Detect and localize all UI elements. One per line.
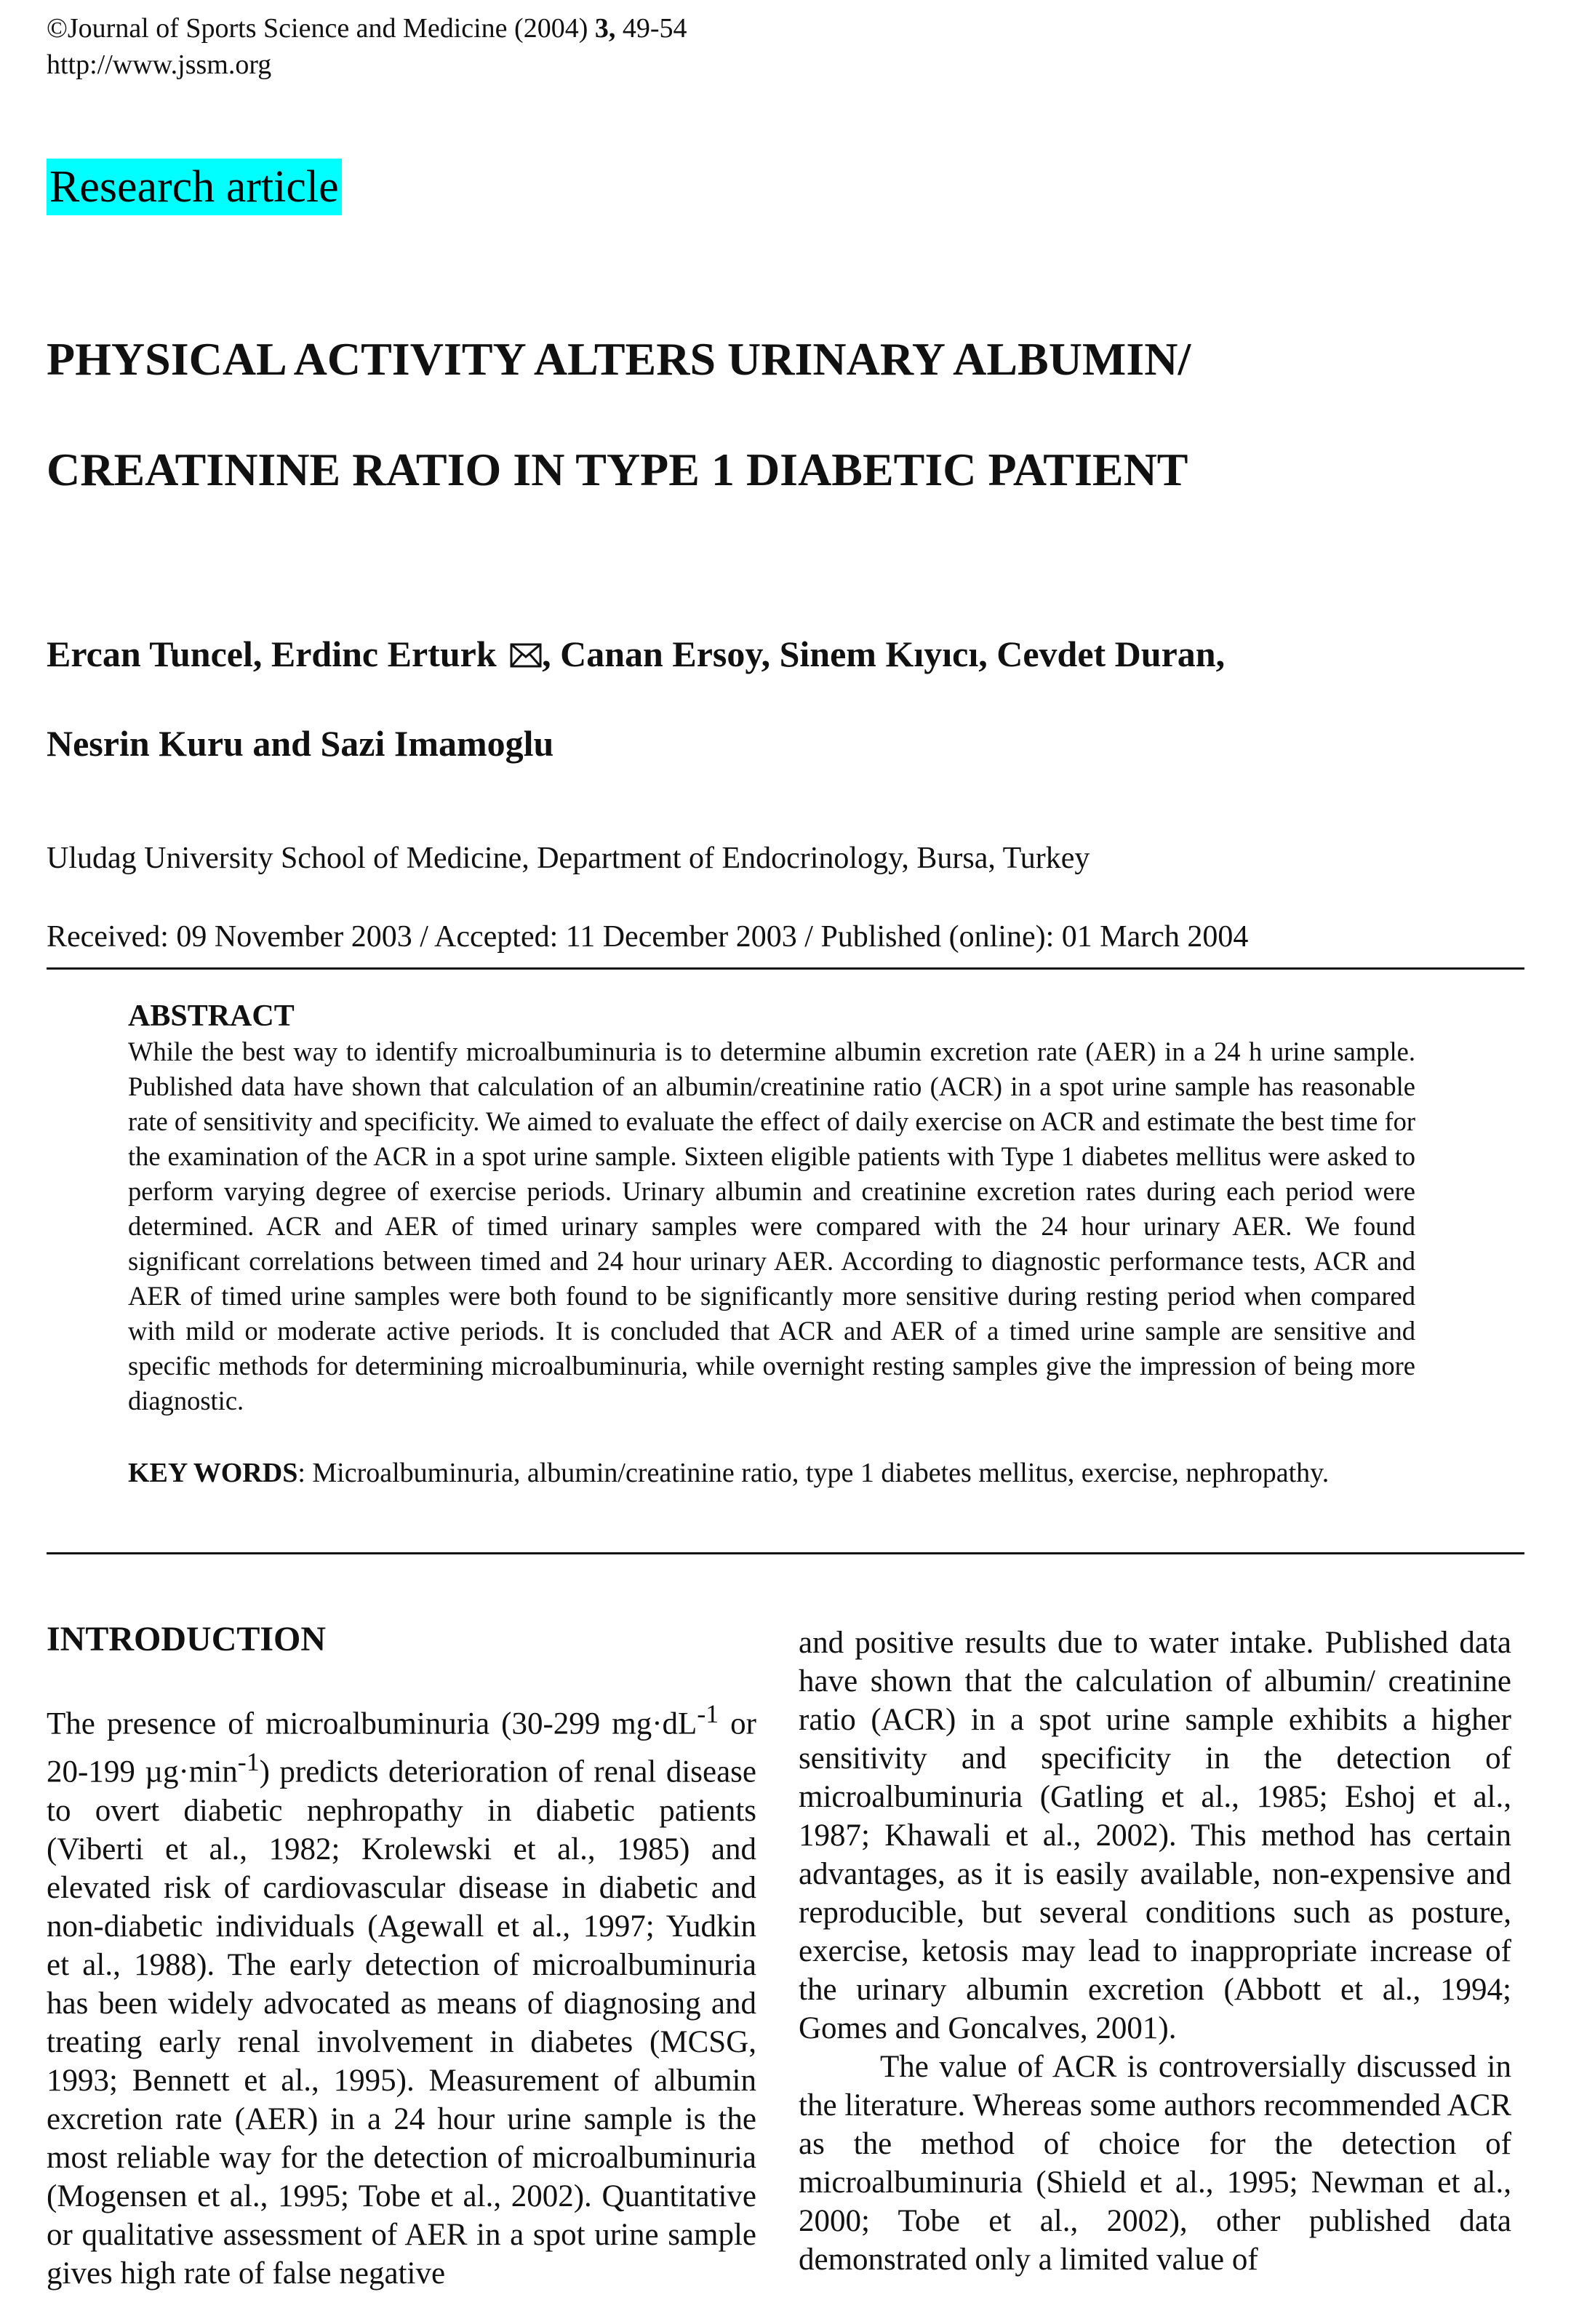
section-heading-introduction: INTRODUCTION [47, 1620, 327, 1658]
body-paragraph [47, 1695, 756, 2293]
journal-citation [47, 10, 687, 47]
divider-top [47, 967, 1524, 970]
superscript: -1 [237, 1747, 260, 1777]
journal-url[interactable]: http://www.jssm.org [47, 49, 272, 80]
superscript: -1 [697, 1699, 719, 1728]
left-column [47, 1618, 756, 2293]
abstract-section [128, 998, 1415, 1491]
author-line-2: Nesrin Kuru and Sazi Imamoglu [47, 723, 554, 764]
keywords-label: KEY WORDS [128, 1458, 298, 1488]
keywords-text: : Microalbuminuria, albumin/creatinine ratio, type 1 diabetes mellitus, exercise, nephropathy. [297, 1458, 1330, 1488]
journal-pages: 49-54 [615, 13, 687, 44]
paragraph-text: The presence of microalbuminuria (30-299 mg·dL [47, 1706, 697, 1741]
article-type-label: Research article [47, 159, 342, 215]
publication-dates: Received: 09 November 2003 / Accepted: 11 December 2003 / Published (online): 01 March 2004 [47, 920, 1249, 954]
title-line: CREATININE RATIO IN TYPE 1 DIABETIC PATIENT [47, 444, 1188, 495]
author-names: , Canan Ersoy, Sinem Kıyıcı, Cevdet Duran, [542, 634, 1226, 674]
divider-bottom [47, 1552, 1524, 1554]
abstract-text: While the best way to identify microalbuminuria is to determine albumin excretion rate (AER) in a 24 h urine sample. Published data have shown that calculation of an albumin/creatinine ratio (ACR) in a spot urine sample has reasonable rate of sensitivity and specificity. We aimed to evaluate the effect of daily exercise on ACR and estimate the best time for the examination of the ACR in a spot urine sample. Sixteen eligible patients with Type 1 diabetes mellitus were asked to perform varying degree of exercise periods. Urinary albumin and creatinine excretion rates during each period were determined. ACR and AER of timed urinary samples were compared with the 24 hour urinary AER. We found significant correlations between timed and 24 hour urinary AER. According to diagnostic performance tests, ACR and AER of timed urine samples were both found to be significantly more sensitive during resting period when compared with mild or moderate active periods. It is concluded that ACR and AER of a timed urine sample are sensitive and specific methods for determining microalbuminuria, while overnight resting samples give the impression of being more diagnostic. [128, 1037, 1415, 1415]
title-line: PHYSICAL ACTIVITY ALTERS URINARY ALBUMIN/ [47, 333, 1191, 385]
keywords [128, 1455, 1415, 1491]
right-column [799, 1624, 1511, 2279]
paragraph-text: or 20-199 µg·min [47, 1706, 756, 1789]
journal-header [47, 10, 687, 83]
journal-volume: 3, [594, 13, 616, 44]
author-list [47, 610, 1538, 788]
author-line-1 [47, 610, 1538, 699]
article-title [47, 304, 1538, 525]
author-names: Ercan Tuncel, Erdinc Erturk [47, 634, 506, 674]
envelope-icon[interactable] [510, 643, 542, 668]
journal-name: ©Journal of Sports Science and Medicine (2004) [47, 13, 595, 44]
body-paragraph: and positive results due to water intake. Published data have shown that the calculation of albumin/ creatinine ratio (ACR) in a spot urine sample exhibits a higher sensitivity and specificity in the detection of microalbuminuria (Gatling et al., 1985; Eshoj et al., 1987; Khawali et al., 2002). This method has certain advantages, as it is easily available, non-expensive and reproducible, but several conditions such as posture, exercise, ketosis may lead to inappropriate increase of the urinary albumin excretion (Abbott et al., 1994; Gomes and Goncalves, 2001). [799, 1626, 1511, 2045]
affiliation: Uludag University School of Medicine, Department of Endocrinology, Bursa, Turkey [47, 842, 1090, 875]
paragraph-text: ) predicts deterioration of renal disease to overt diabetic nephropathy in diabetic patients (Viberti et al., 1982; Krolewski et al., 1985) and elevated risk of cardiovascular disease in diabetic and non-diabetic individuals (Agewall et al., 1997; Yudkin et al., 1988). The early detection of microalbuminuria has been widely advocated as means of diagnosing and treating early renal involvement in diabetes (MCSG, 1993; Bennett et al., 1995). Measurement of albumin excretion rate (AER) in a 24 hour urine sample is the most reliable way for the detection of microalbuminuria (Mogensen et al., 1995; Tobe et al., 2002). Quantitative or qualitative assessment of AER in a spot urine sample gives high rate of false negative [47, 1754, 757, 2291]
body-paragraph: The value of ACR is controversially discussed in the literature. Whereas some authors recommended ACR as the method of choice for the detection of microalbuminuria (Shield et al., 1995; Newman et al., 2000; Tobe et al., 2002), other published data demonstrated only a limited value of [799, 2050, 1511, 2277]
abstract-heading: ABSTRACT [128, 999, 295, 1033]
